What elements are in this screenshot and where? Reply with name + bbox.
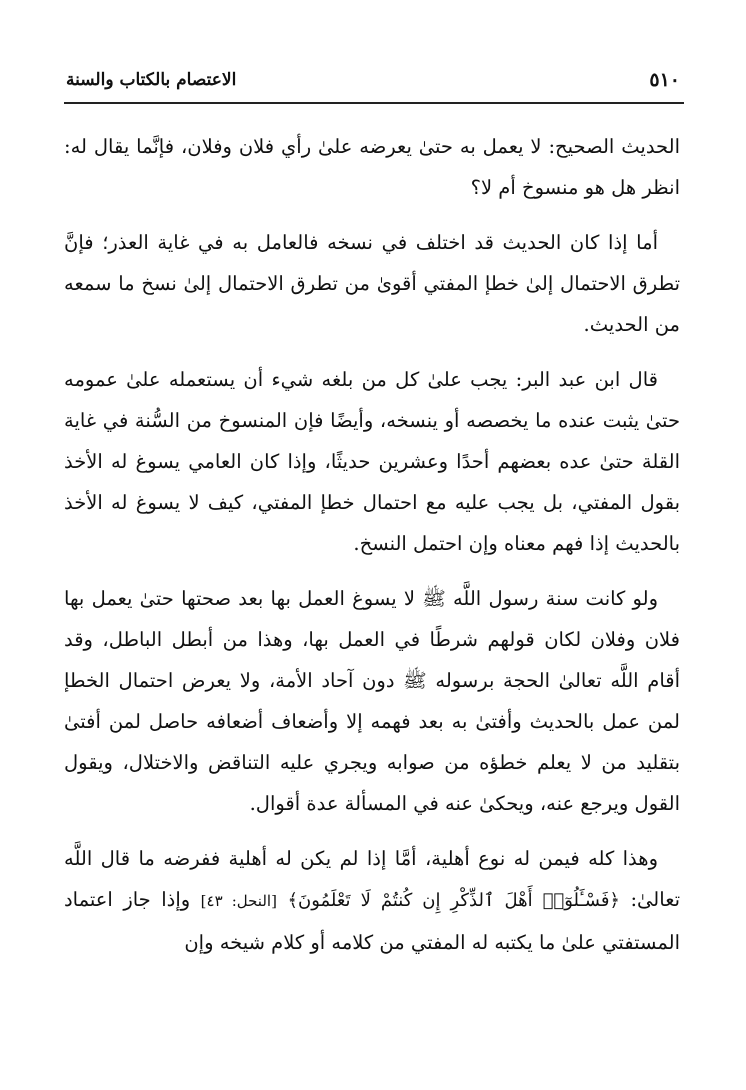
paragraph-3: قال ابن عبد البر: يجب علىٰ كل من بلغه شيء أن يستعمله علىٰ عمومه حتىٰ يثبت عنده ما يخصصه أو ينسخه، وأيضًا فإن المنسوخ من السُّنة في غاية القلة حتىٰ عده بعضهم أحدًا وعشرين حديثًا، وإذا كان العامي يسوغ له الأخذ بقول المفتي، بل يجب عليه مع احتمال خطإ المفتي، كيف لا يسوغ له الأخذ بالحديث إذا فهم معناه وإن احتمل النسخ. (64, 368, 680, 555)
running-header (66, 62, 680, 98)
paragraph-4: ولو كانت سنة رسول اللَّه ﷺ لا يسوغ العمل بها بعد صحتها حتىٰ يعمل بها فلان وفلان لكان قولهم شرطًا في العمل بها، وهذا من أبطل الباطل، وقد أقام اللَّه تعالىٰ الحجة برسوله ﷺ دون آحاد الأمة، ولا يعرض احتمال الخطإ لمن عمل بالحديث وأفتىٰ به بعد فهمه إلا وأضعاف أضعافه حاصل لمن أفتىٰ بتقليد من لا يعلم خطؤه من صوابه ويجري عليه التناقض والاختلال، ويقول القول ويرجع عنه، ويحكىٰ عنه في المسألة عدة أقوال. (64, 587, 680, 815)
quran-verse: ﴿فَسْـَٔلُوٓا۟ أَهْلَ ٱلذِّكْرِ إِن كُنتُمْ لَا تَعْلَمُونَ﴾ (287, 890, 620, 911)
paragraph-5-continuation: وإذا جاز اعتماد المستفتي علىٰ ما يكتبه له المفتي من كلامه أو كلام شيخه وإن (64, 888, 680, 954)
header-rule (64, 102, 684, 104)
paragraph-5 (64, 838, 680, 963)
paragraph-1: الحديث الصحيح: لا يعمل به حتىٰ يعرضه علىٰ رأي فلان وفلان، فإنَّما يقال له: انظر هل هو منسوخ أم لا؟ (64, 135, 680, 199)
body-text (64, 126, 680, 977)
page-number: ٥١٠ (649, 69, 680, 91)
paragraph-2: أما إذا كان الحديث قد اختلف في نسخه فالعامل به في غاية العذر؛ فإنَّ تطرق الاحتمال إلىٰ خطإ المفتي أقوىٰ من تطرق الاحتمال إلىٰ نسخ ما سمعه من الحديث. (64, 231, 680, 336)
running-title: الاعتصام بالكتاب والسنة (66, 70, 237, 90)
paragraph-5-lead: وهذا كله فيمن له نوع أهلية، أمَّا إذا لم يكن له أهلية ففرضه ما قال اللَّه تعالىٰ: (64, 847, 681, 911)
verse-reference: [النحل: ٤٣] (200, 892, 277, 910)
